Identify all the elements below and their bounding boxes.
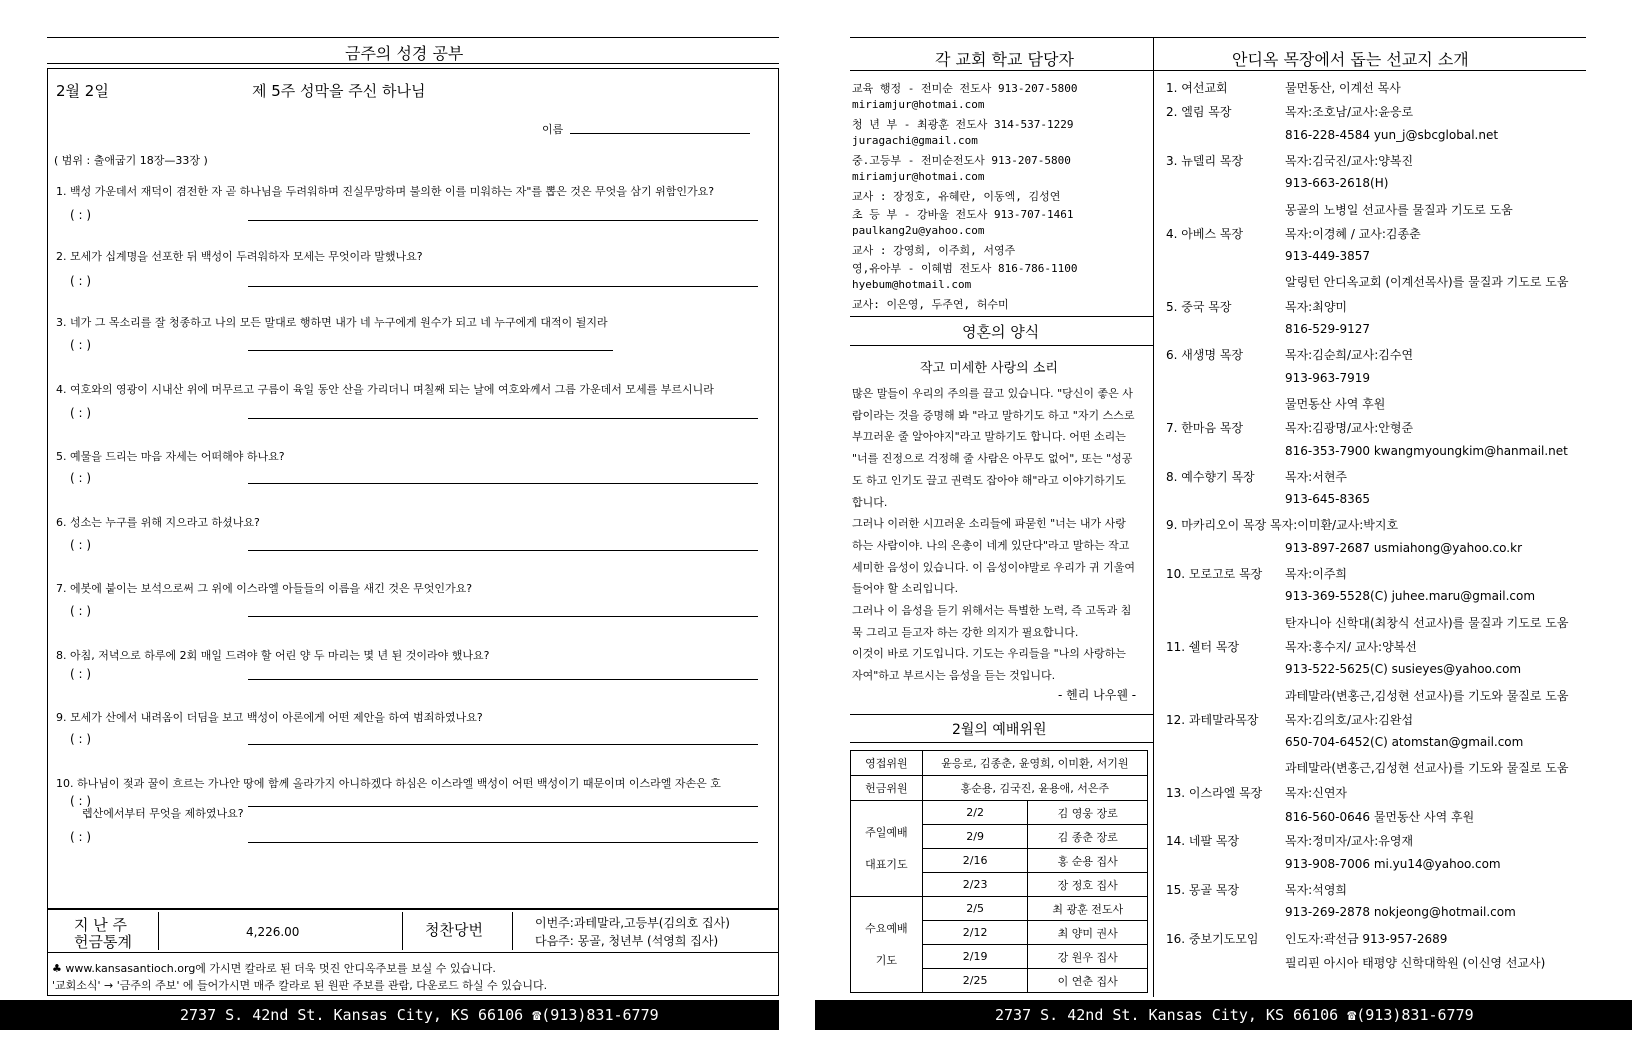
- question-text: 5. 예물을 드리는 마음 자세는 어떠해야 하나요?: [56, 450, 285, 463]
- soul-line: 그러나 이러한 시끄러운 소리들에 파묻힌 "너는 내가 사랑: [852, 517, 1126, 531]
- question-text: 4. 여호와의 영광이 시내산 위에 머무르고 구름이 육일 동안 산을 가리더니 며칠째 되는 날에 여호와께서 그름 가운데서 모세를 부르시니라: [56, 383, 714, 396]
- mission-group-name: 2. 엘림 목장: [1166, 105, 1232, 120]
- question-text: 7. 에봇에 붙이는 보석으로써 그 위에 이스라엘 아들들의 이름을 새긴 것은 무엇인가요?: [56, 582, 473, 595]
- mission-info: 과테말라(변홍근,김성현 선교사)를 기도와 물질로 도움: [1285, 688, 1569, 703]
- sunday-date: 2/16: [922, 849, 1028, 873]
- soul-line: 이것이 바로 기도입니다. 기도는 우리들을 "나의 사랑하는: [852, 647, 1126, 661]
- mission-info: 650-704-6452(C) atomstan@gmail.com: [1285, 735, 1524, 750]
- soul-line: 합니다.: [852, 495, 888, 509]
- church-address: 2737 S. 42nd St. Kansas City, KS 66106 ☎(913)831-6779: [180, 1006, 659, 1024]
- answer-line[interactable]: [248, 220, 758, 221]
- staff-line: miriamjur@hotmai.com: [852, 98, 985, 111]
- question-text: 8. 아침, 저녁으로 하루에 2회 매일 드려야 할 어린 양 두 마리는 몇 년 된 것이라야 했나요?: [56, 649, 490, 662]
- worship-header: 2월의 예배위원: [952, 722, 1047, 738]
- mission-info: 816-560-0646 물먼동산 사역 후원: [1285, 810, 1475, 824]
- this-week-duty: 이번주:과테말라,고등부(김의호 집사): [535, 916, 730, 930]
- question-text: 9. 모세가 산에서 내려옴이 더딤을 보고 백성이 아론에게 어떤 제안을 하여 범죄하였나요?: [56, 711, 483, 724]
- mission-group-name: 7. 한마음 목장: [1166, 421, 1244, 436]
- mission-info: 816-228-4584 yun_j@sbcglobal.net: [1285, 127, 1499, 142]
- wed-date: 2/5: [922, 897, 1028, 921]
- offering-committee-label: 헌금위원: [851, 776, 923, 801]
- soul-line: 묵 그리고 듣고자 하는 강한 의지가 필요합니다.: [852, 625, 1079, 639]
- wed-name: 이 연춘 집사: [1028, 969, 1148, 993]
- answer-line[interactable]: [248, 616, 758, 617]
- soul-author: - 헨리 나우웬 -: [1058, 688, 1137, 702]
- staff-line: hyebum@hotmail.com: [852, 278, 972, 291]
- mission-info: 913-522-5625(C) susieyes@yahoo.com: [1285, 662, 1522, 677]
- soul-line: 자여"하고 부르시는 음성을 듣는 것입니다.: [852, 669, 1056, 683]
- staff-line: paulkang2u@yahoo.com: [852, 224, 985, 237]
- answer-reference-blank: ( : ): [70, 830, 92, 844]
- staff-line: juragachi@gmail.com: [852, 134, 978, 147]
- mission-group-name: 3. 뉴델리 목장: [1166, 153, 1244, 168]
- answer-line[interactable]: [248, 350, 613, 351]
- wed-date: 2/12: [922, 921, 1028, 945]
- sunday-date: 2/2: [922, 801, 1028, 825]
- greeters-names: 윤응로, 김종춘, 윤영희, 이미환, 서기원: [922, 751, 1147, 776]
- mission-info: 목자:김국진/교사:양복진: [1285, 153, 1414, 168]
- mission-info: 알링턴 안디옥교회 (이계선목사)를 물질과 기도로 도움: [1285, 275, 1569, 290]
- answer-line[interactable]: [248, 550, 758, 551]
- mission-group-name: 8. 예수향기 목장: [1166, 469, 1255, 484]
- answer-reference-blank: ( : ): [70, 667, 92, 681]
- soul-line: 람이라는 것을 증명해 봐 "라고 말하기도 하고 "자기 스스로: [852, 408, 1135, 422]
- wed-date: 2/19: [922, 945, 1028, 969]
- mission-info: 913-369-5528(C) juhee.maru@gmail.com: [1285, 589, 1536, 604]
- answer-line[interactable]: [248, 286, 758, 287]
- mission-group-name: 6. 새생명 목장: [1166, 348, 1244, 363]
- wed-name: 강 원우 집사: [1028, 945, 1148, 969]
- wednesday-prayer-label: 수요예배 기도: [851, 897, 923, 993]
- sunday-name: 장 정호 집사: [1028, 873, 1148, 897]
- next-week-duty: 다음주: 몽골, 청년부 (석영희 집사): [535, 934, 719, 948]
- mission-group-name: 14. 네팔 목장: [1166, 834, 1240, 849]
- answer-line[interactable]: [248, 418, 758, 419]
- soul-title: 작고 미세한 사랑의 소리: [920, 361, 1058, 376]
- staff-line: 청 년 부 - 최광훈 전도사 314-537-1229: [852, 118, 1074, 131]
- sunday-name: 홍 순용 집사: [1028, 849, 1148, 873]
- answer-line[interactable]: [248, 483, 758, 484]
- greeters-label: 영접위원: [851, 751, 923, 776]
- mission-info: 913-908-7006 mi.yu14@yahoo.com: [1285, 856, 1501, 871]
- soul-line: 들어야 할 소리입니다.: [852, 582, 959, 596]
- answer-line[interactable]: [248, 806, 758, 807]
- wed-name: 최 양미 권사: [1028, 921, 1148, 945]
- mission-group-name: 10. 모로고로 목장: [1166, 567, 1263, 581]
- mission-info: 913-269-2878 nokjeong@hotmail.com: [1285, 905, 1516, 920]
- footer-left: [0, 1000, 779, 1030]
- church-address: 2737 S. 42nd St. Kansas City, KS 66106 ☎(913)831-6779: [995, 1006, 1474, 1024]
- mission-info: 필리핀 아시아 태평양 신학대학원 (이신영 선교사): [1285, 955, 1546, 970]
- mission-info: 목자:정미자/교사:유영재: [1285, 834, 1414, 849]
- soul-header: 영혼의 양식: [962, 323, 1040, 341]
- answer-reference-blank: ( : ): [70, 604, 92, 618]
- mission-info: 물먼동산 사역 후원: [1285, 396, 1386, 411]
- mission-info: 913-897-2687 usmiahong@yahoo.co.kr: [1285, 540, 1522, 555]
- mission-group-name: 5. 중국 목장: [1166, 299, 1232, 314]
- mission-info: 816-353-7900 kwangmyoungkim@hanmail.net: [1285, 443, 1568, 458]
- missions-header: 안디옥 목장에서 돕는 선교지 소개: [1232, 50, 1469, 69]
- mission-group-name: 13. 이스라엘 목장: [1166, 785, 1263, 800]
- wed-name: 최 광훈 전도사: [1028, 897, 1148, 921]
- scripture-range: ( 범위 : 출애굽기 18장—33장 ): [54, 154, 208, 167]
- mission-info: 목자:최양미: [1285, 299, 1348, 314]
- answer-reference-blank: ( : ): [70, 471, 92, 485]
- soul-line: 그러나 이 음성을 듣기 위해서는 특별한 노력, 즉 고독과 침: [852, 604, 1132, 617]
- website-notice: ♣ www.kansasantioch.org에 가시면 칼라로 된 더욱 멋진 안디옥주보를 보실 수 있습니다.: [52, 962, 496, 975]
- mission-info: 과테말라(변홍근,김성현 선교사)를 기도와 물질로 도움: [1285, 761, 1569, 776]
- staff-line: 교사: 이은영, 두주연, 허수미: [852, 298, 1009, 311]
- question-text: 6. 성소는 누구를 위해 지으라고 하셨나요?: [56, 516, 260, 529]
- question-text: 3. 네가 그 목소리를 잘 청종하고 나의 모든 말대로 행하면 내가 네 누구에게 원수가 되고 네 누구에게 대적이 될지라: [56, 316, 608, 329]
- mission-info: 목자:조호남/교사:윤응로: [1285, 105, 1414, 120]
- wed-date: 2/25: [922, 969, 1028, 993]
- question-text: 2. 모세가 십계명을 선포한 뒤 백성이 두려워하자 모세는 무엇이라 말했나요?: [56, 250, 423, 263]
- mission-info: 913-663-2618(H): [1285, 176, 1389, 191]
- answer-line[interactable]: [248, 842, 758, 843]
- soul-line: 세미한 음성이 있습니다. 이 음성이야말로 우리가 귀 기울여: [852, 560, 1135, 574]
- mission-group-name: 1. 여선교회: [1166, 81, 1228, 95]
- worship-table: [850, 750, 1148, 993]
- staff-line: 교육 행정 - 전미순 전도사 913-207-5800: [852, 82, 1078, 95]
- mission-info: 목자:김의호/교사:김완섭: [1285, 712, 1414, 727]
- mission-info: 목자:이경혜 / 교사:김종춘: [1285, 226, 1421, 241]
- staff-line: 교사 : 강영희, 이주희, 서영주: [852, 244, 1016, 257]
- answer-reference-blank: ( : ): [70, 538, 92, 552]
- answer-line[interactable]: [248, 744, 758, 745]
- mission-group-name: 16. 중보기도모임: [1166, 931, 1259, 946]
- soul-line: 많은 말들이 우리의 주의를 끌고 있습니다. "당신이 좋은 사: [852, 387, 1133, 400]
- staff-line: 영,유아부 - 이혜범 전도사 816-786-1100: [852, 262, 1078, 275]
- mission-info: 목자:석영희: [1285, 882, 1348, 897]
- study-date: 2월 2일: [56, 82, 109, 100]
- offering-label-1: 지 난 주: [74, 916, 128, 934]
- offering-label-2: 헌금통계: [74, 933, 132, 951]
- mission-group-name: 11. 쉘터 목장: [1166, 639, 1240, 654]
- mission-info: 목자:김광명/교사:안형준: [1285, 421, 1414, 436]
- offering-committee-names: 홍순용, 김국진, 윤용애, 서은주: [922, 776, 1147, 801]
- sunday-name: 김 종춘 장로: [1028, 825, 1148, 849]
- mission-group-name: 4. 아베스 목장: [1166, 226, 1244, 241]
- staff-line: miriamjur@hotmai.com: [852, 170, 985, 183]
- mission-info: 913-645-8365: [1285, 492, 1371, 507]
- bible-study-header: 금주의 성경 공부: [345, 44, 464, 63]
- question-text: 렙산에서부터 무엇을 제하였나요?: [82, 807, 244, 820]
- lesson-title: 제 5주 성막을 주신 하나님: [252, 82, 426, 100]
- answer-reference-blank: ( : ): [70, 406, 92, 420]
- soul-line: 부끄러운 줄 알아야지"라고 말하기도 합니다. 어떤 소리는: [852, 430, 1126, 444]
- answer-reference-blank: ( : ): [70, 274, 92, 288]
- answer-line[interactable]: [248, 679, 758, 680]
- footer-right: [815, 1000, 1632, 1030]
- mission-info: 몽골의 노병일 선교사를 물질과 기도로 도움: [1285, 202, 1513, 217]
- staff-line: 중.고등부 - 전미순전도사 913-207-5800: [852, 154, 1071, 167]
- mission-info: 913-963-7919: [1285, 370, 1371, 385]
- answer-reference-blank: ( : ): [70, 794, 92, 808]
- mission-info: 816-529-9127: [1285, 322, 1371, 336]
- staff-header: 각 교회 학교 담당자: [935, 50, 1074, 69]
- mission-info: 물먼동산, 이계선 목사: [1285, 81, 1401, 95]
- sunday-prayer-label: 주일예배 대표기도: [851, 801, 923, 897]
- bible-study-box: [47, 68, 779, 996]
- answer-reference-blank: ( : ): [70, 208, 92, 222]
- name-field[interactable]: [570, 133, 750, 134]
- mission-group-name: 12. 과테말라목장: [1166, 712, 1259, 727]
- soul-line: 도 하고 인기도 끌고 권력도 잡아야 해"라고 이야기하기도: [852, 473, 1126, 487]
- question-text: 10. 하나님이 젖과 꿀이 흐르는 가나안 땅에 함께 올라가지 아니하겠다 하심은 이스라엘 백성이 어떤 백성이기 때문이며 이스라엘 자손은 호: [56, 777, 721, 790]
- mission-info: 목자:신연자: [1285, 785, 1348, 800]
- mission-info: 탄자니아 신학대(최창식 선교사)를 물질과 기도로 도움: [1285, 615, 1569, 630]
- mission-info: 목자:서현주: [1285, 469, 1348, 484]
- question-text: 1. 백성 가운데서 재덕이 겸전한 자 곧 하나님을 두려워하며 진실무망하며 불의한 이를 미워하는 자"를 뽑은 것은 무엇을 삼기 위함인가요?: [56, 185, 715, 198]
- mission-group-name: 9. 마카리오이 목장 목자:이미환/교사:박지호: [1166, 518, 1399, 533]
- sunday-date: 2/23: [922, 873, 1028, 897]
- offering-amount: 4,226.00: [246, 925, 300, 939]
- mission-info: 목자:이주희: [1285, 567, 1348, 581]
- mission-info: 목자:홍수지/ 교사:양복선: [1285, 639, 1417, 654]
- choir-label: 청찬당번: [425, 921, 483, 939]
- name-label: 이름: [542, 123, 564, 136]
- answer-reference-blank: ( : ): [70, 732, 92, 746]
- mission-group-name: 15. 몽골 목장: [1166, 882, 1240, 897]
- mission-info: 913-449-3857: [1285, 249, 1371, 264]
- sunday-name: 김 영웅 장로: [1028, 801, 1148, 825]
- bulletin-notice: '교회소식' → '금주의 주보' 에 들어가시면 매주 칼라로 된 원판 주보를 관람, 다운로드 하실 수 있습니다.: [52, 979, 548, 992]
- staff-line: 초 등 부 - 강바울 전도사 913-707-1461: [852, 208, 1074, 221]
- sunday-date: 2/9: [922, 825, 1028, 849]
- staff-line: 교사 : 장정호, 유혜란, 이동엑, 김성연: [852, 190, 1061, 203]
- mission-info: 목자:김순희/교사:김수연: [1285, 348, 1414, 363]
- soul-line: 하는 사람이야. 나의 은총이 네게 있단다"라고 말하는 작고: [852, 538, 1130, 552]
- soul-line: "너를 진정으로 걱정해 줄 사람은 아무도 없어", 또는 "성공: [852, 452, 1133, 466]
- mission-info: 인도자:곽선금 913-957-2689: [1285, 931, 1448, 946]
- answer-reference-blank: ( : ): [70, 338, 92, 352]
